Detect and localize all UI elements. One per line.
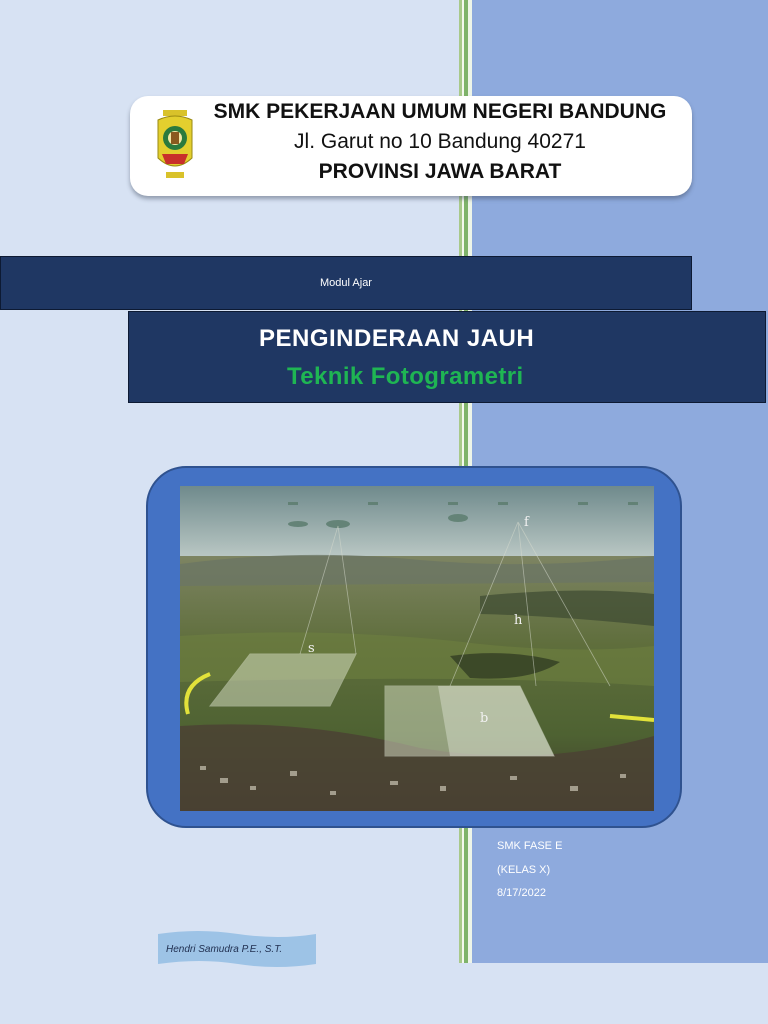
phase-text: SMK FASE E [497,840,563,852]
class-text: (KELAS X) [497,864,551,876]
school-header-card [130,96,692,196]
date-text: 8/17/2022 [497,887,546,899]
photo-label-s: s [308,641,315,656]
module-label: Modul Ajar [320,277,372,289]
module-title-bar [128,311,766,403]
aerial-photogrammetry-image [180,486,654,811]
photo-label-h: h [514,613,523,628]
school-address: Jl. Garut no 10 Bandung 40271 [294,130,586,153]
module-label-bar [0,256,692,310]
module-title: PENGINDERAAN JAUH [259,325,535,352]
photo-label-f: f [524,515,529,530]
photo-label-b: b [480,711,489,726]
school-name: SMK PEKERJAAN UMUM NEGERI BANDUNG [213,100,667,123]
school-province: PROVINSI JAWA BARAT [318,160,562,183]
author-name: Hendri Samudra P.E., S.T. [166,944,283,955]
module-subtitle: Teknik Fotogrametri [287,363,524,390]
cover-image-frame [146,466,682,828]
